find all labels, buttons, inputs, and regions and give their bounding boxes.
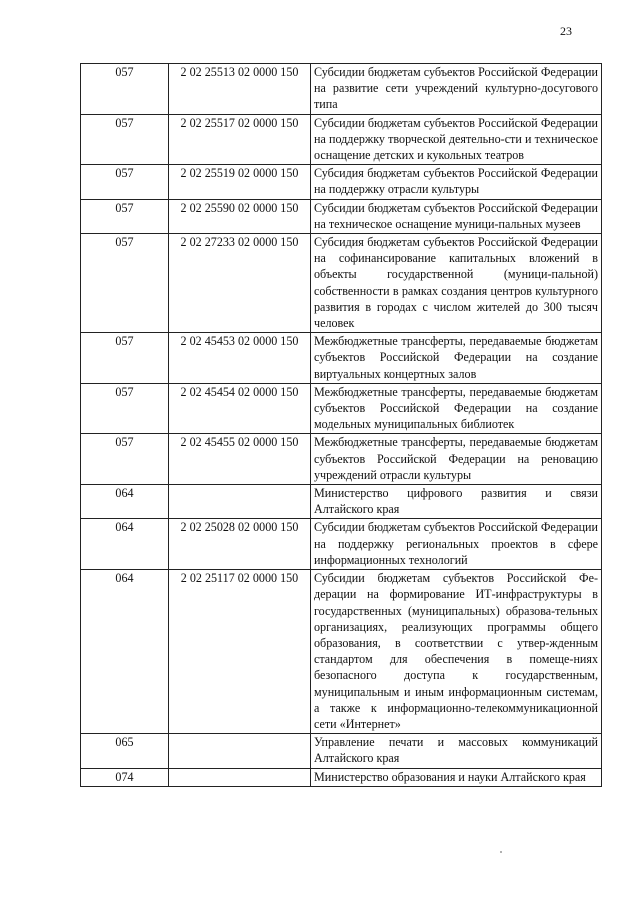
- revenue-name-cell: Субсидия бюджетам субъектов Российской Федерации на софинансирование капитальных вложений в объекты государственной (муници-пальной) собственности в рамках создания центров культурного развития в городах с числом жителей до 300 тысяч человек: [311, 234, 602, 333]
- kbk-code-cell: [169, 768, 311, 786]
- table-row: [81, 383, 602, 434]
- budget-codes-table: [80, 63, 602, 787]
- table-row: [81, 64, 602, 115]
- revenue-name-cell: Субсидии бюджетам субъектов Российской Федерации на развитие сети учреждений культурно-досугового типа: [311, 64, 602, 115]
- table-row: [81, 333, 602, 384]
- kbk-code-cell: 2 02 27233 02 0000 150: [169, 234, 311, 333]
- kbk-code-cell: 2 02 25519 02 0000 150: [169, 165, 311, 199]
- kbk-code-cell: 2 02 45455 02 0000 150: [169, 434, 311, 485]
- revenue-name-cell: Субсидии бюджетам субъектов Российской Федерации на поддержку региональных проектов в сфере информационных технологий: [311, 519, 602, 570]
- table-row: [81, 768, 602, 786]
- admin-code-cell: 057: [81, 165, 169, 199]
- kbk-code-cell: 2 02 25028 02 0000 150: [169, 519, 311, 570]
- revenue-name-cell: Межбюджетные трансферты, передаваемые бюджетам субъектов Российской Федерации на создание модельных муниципальных библиотек: [311, 383, 602, 434]
- table-row: [81, 734, 602, 768]
- table-row: [81, 199, 602, 233]
- admin-code-cell: 057: [81, 114, 169, 165]
- table-row: [81, 519, 602, 570]
- admin-code-cell: 057: [81, 234, 169, 333]
- admin-code-cell: 065: [81, 734, 169, 768]
- kbk-code-cell: [169, 734, 311, 768]
- admin-code-cell: 057: [81, 434, 169, 485]
- admin-code-cell: 064: [81, 519, 169, 570]
- admin-code-cell: 057: [81, 333, 169, 384]
- kbk-code-cell: 2 02 45454 02 0000 150: [169, 383, 311, 434]
- table-row: [81, 234, 602, 333]
- table-row: [81, 114, 602, 165]
- kbk-code-cell: 2 02 25590 02 0000 150: [169, 199, 311, 233]
- admin-code-cell: 074: [81, 768, 169, 786]
- scan-speck: [500, 851, 502, 853]
- revenue-name-cell: Министерство образования и науки Алтайского края: [311, 768, 602, 786]
- admin-code-cell: 064: [81, 570, 169, 734]
- table-row: [81, 434, 602, 485]
- admin-code-cell: 057: [81, 199, 169, 233]
- table-row: [81, 570, 602, 734]
- kbk-code-cell: [169, 485, 311, 519]
- revenue-name-cell: Межбюджетные трансферты, передаваемые бюджетам субъектов Российской Федерации на создание виртуальных концертных залов: [311, 333, 602, 384]
- table-row: [81, 165, 602, 199]
- revenue-name-cell: Субсидии бюджетам субъектов Российской Федерации на техническое оснащение муници-пальных музеев: [311, 199, 602, 233]
- revenue-name-cell: Управление печати и массовых коммуникаций Алтайского края: [311, 734, 602, 768]
- revenue-name-cell: Субсидии бюджетам субъектов Российской Фе-дерации на формирование ИТ-инфраструктуры в государственных (муниципальных) образова-тельных организациях, реализующих программы общего образования, в соответствии с утвер-жденным стандартом для обеспечения в помеще-ниях безопасного доступа к государственным, муниципальным и иным информационным системам, а также к информационно-телекоммуникационной сети «Интернет»: [311, 570, 602, 734]
- kbk-code-cell: 2 02 25513 02 0000 150: [169, 64, 311, 115]
- kbk-code-cell: 2 02 25517 02 0000 150: [169, 114, 311, 165]
- revenue-name-cell: Министерство цифрового развития и связи Алтайского края: [311, 485, 602, 519]
- kbk-code-cell: 2 02 45453 02 0000 150: [169, 333, 311, 384]
- admin-code-cell: 057: [81, 383, 169, 434]
- kbk-code-cell: 2 02 25117 02 0000 150: [169, 570, 311, 734]
- revenue-name-cell: Субсидия бюджетам субъектов Российской Федерации на поддержку отрасли культуры: [311, 165, 602, 199]
- revenue-name-cell: Субсидии бюджетам субъектов Российской Федерации на поддержку творческой деятельно-сти и техническое оснащение детских и кукольных театров: [311, 114, 602, 165]
- admin-code-cell: 057: [81, 64, 169, 115]
- revenue-name-cell: Межбюджетные трансферты, передаваемые бюджетам субъектов Российской Федерации на реновацию учреждений отрасли культуры: [311, 434, 602, 485]
- table-row: [81, 485, 602, 519]
- admin-code-cell: 064: [81, 485, 169, 519]
- page-number: 23: [560, 24, 572, 38]
